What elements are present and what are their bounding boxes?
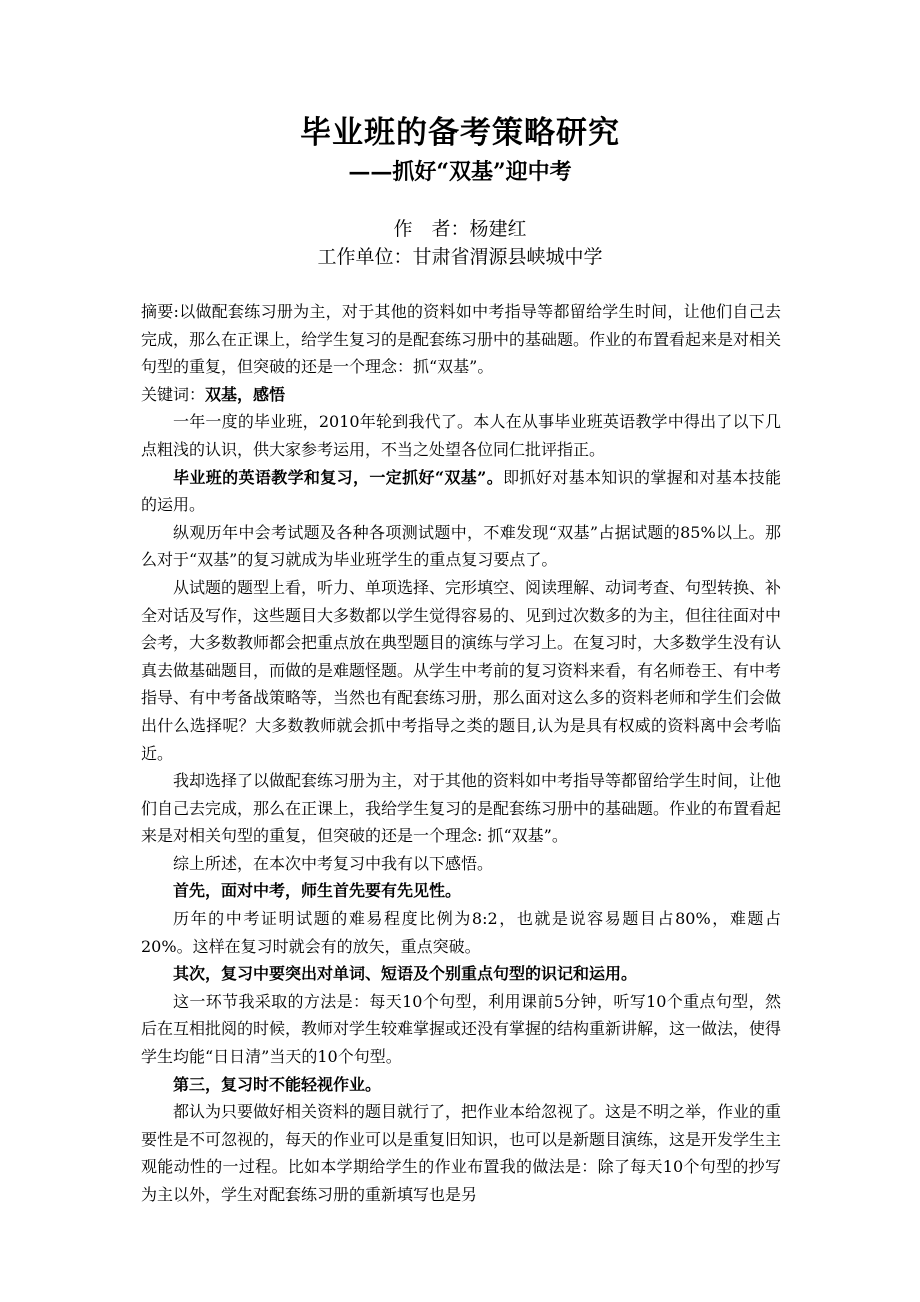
paragraph-summary: 综上所述，在本次中考复习中我有以下感悟。 [173, 853, 494, 873]
document-subtitle: ——抓好“双基”迎中考 [348, 159, 572, 185]
paragraph-homework: 都认为只要做好相关资料的题目就行了，把作业本给忽视了。这是不明之举，作业的重要性是不可忽视的，每天的作业可以是重复旧知识，也可以是新题目演练，这是开发学生主观能动性的一过程。比如本学期给学生的作业布置我的做法是：除了每天10个句型的抄写为主以外，学生对配套练习册的重新填写也是另 [141, 1102, 782, 1204]
keywords-text: 双基，感悟 [205, 384, 286, 404]
double-basics-heading: 毕业班的英语教学和复习，一定抓好“双基”。 [173, 467, 504, 487]
heading-second: 其次，复习中要突出对单词、短语及个别重点句型的识记和运用。 [173, 964, 638, 984]
document-body [141, 298, 781, 1209]
document-title: 毕业班的备考策略研究 [300, 115, 620, 151]
abstract-text: 以做配套练习册为主，对于其他的资料如中考指导等都留给学生时间，让他们自己去完成，那么在正课上，给学生复习的是配套练习册中的基础题。作业的布置看起来是对相关句型的重复，但突破的还是一个理念：抓“双基”。 [141, 302, 782, 377]
double-basics-text: 即抓好对基本知识的掌握和对基本技能的运用。 [141, 467, 781, 515]
paragraph-question-types: 从试题的题型上看，听力、单项选择、完形填空、阅读理解、动词考查、句型转换、补全对话及写作，这些题目大多数都以学生觉得容易的、见到过次数多的为主，但往往面对中会考，大多数教师都会把重点放在典型题目的演练与学习上。在复习时，大多数学生没有认真去做基础题目，而做的是难题怪题。从学生中考前的复习资料来看，有名师卷王、有中考指导、有中考备战策略等，当然也有配套练习册，那么面对这么多的资料老师和学生们会做出什么选择呢？大多数教师就会抓中考指导之类的题目,认为是具有权威的资料离中会考临近。 [141, 577, 782, 763]
paragraph-exam-review: 纵观历年中会考试题及各种各项测试题中，不难发现“双基”占据试题的85%以上。那么对于“双基”的复习就成为毕业班学生的重点复习要点了。 [141, 522, 781, 570]
paragraph-difficulty-ratio: 历年的中考证明试题的难易程度比例为8:2，也就是说容易题目占80%，难题占20%。这样在复习时就会有的放矢，重点突破。 [141, 909, 781, 956]
work-unit-line: 工作单位：甘肃省渭源县峡城中学 [317, 246, 603, 268]
paragraph-intro: 一年一度的毕业班，2010年轮到我代了。本人在从事毕业班英语教学中得出了以下几点粗浅的认识，供大家参考运用，不当之处望各位同仁批评指正。 [141, 412, 781, 459]
author-line: 作 者：杨建红 [393, 218, 527, 240]
keywords-label: 关键词： [141, 384, 206, 404]
keywords-line [141, 381, 781, 409]
heading-first: 首先，面对中考，师生首先要有先见性。 [173, 881, 462, 901]
paragraph-my-choice: 我却选择了以做配套练习册为主，对于其他的资料如中考指导等都留给学生时间，让他们自己去完成，那么在正课上，我给学生复习的是配套练习册中的基础题。作业的布置看起来是对相关句型的重复，但突破的还是一个理念: 抓“双基”。 [141, 771, 782, 846]
heading-third: 第三，复习时不能轻视作业。 [173, 1074, 382, 1094]
paragraph-daily-sentences: 这一环节我采取的方法是：每天10个句型，利用课前5分钟，听写10个重点句型，然后在互相批阅的时候，教师对学生较难掌握或还没有掌握的结构重新讲解，这一做法，使得学生均能“日日清”当天的10个句型。 [141, 991, 782, 1067]
paragraph-double-basics [141, 464, 781, 519]
abstract-paragraph [141, 298, 781, 381]
abstract-label: 摘要: [141, 302, 179, 321]
